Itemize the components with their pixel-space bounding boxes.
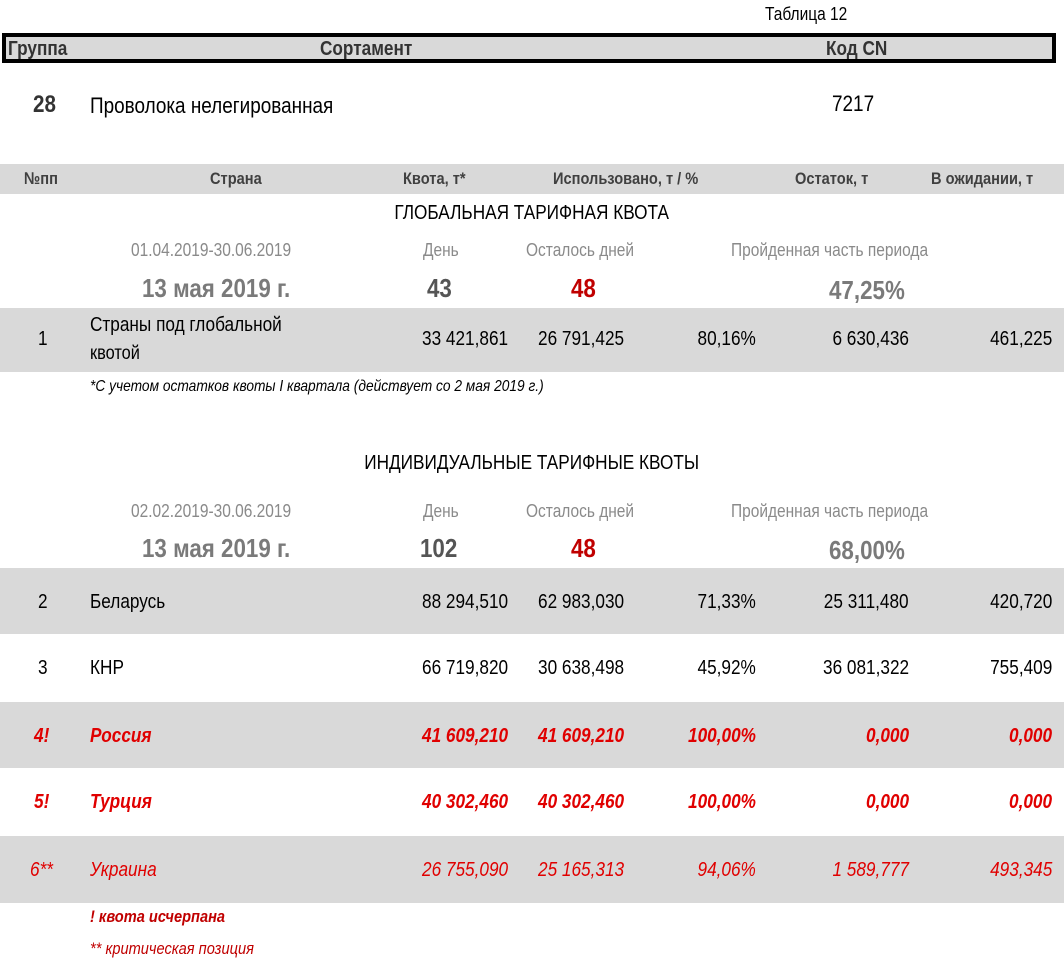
header-code: Код CN [826,38,888,60]
row-country: КНР [90,657,124,679]
row-used-pct: 80,16% [697,328,756,350]
row-used: 30 638,498 [537,657,624,679]
row-remaining: 25 311,480 [824,591,909,613]
col-remaining: Остаток, т [795,169,869,188]
row-pending: 493,345 [989,859,1052,881]
table-row [0,702,1064,768]
individual-day: 102 [420,533,458,563]
row-remaining: 6 630,436 [832,328,909,350]
global-day: 43 [427,273,452,303]
row-quota: 41 609,210 [421,725,508,747]
row-country: Беларусь [90,591,166,613]
row-num: 1 [38,328,48,350]
global-date: 13 мая 2019 г. [142,273,291,303]
group-number: 28 [33,91,56,118]
col-quota: Квота, т* [403,169,466,188]
column-header-row [0,164,1064,194]
row-used-pct: 71,33% [697,591,756,613]
header-assortment: Сортамент [320,38,413,60]
individual-elapsed: 68,00% [829,535,905,565]
table-row [0,308,1064,372]
row-pending: 0,000 [1008,725,1052,747]
individual-day-label: День [423,501,459,521]
global-footnote: *С учетом остатков квоты I квартала (действует со 2 мая 2019 г.) [90,378,544,395]
row-used-pct: 45,92% [697,657,756,679]
col-country: Страна [210,169,262,188]
row-remaining: 0,000 [865,725,909,747]
row-used: 41 609,210 [537,725,624,747]
global-elapsed: 47,25% [829,275,905,305]
global-section-title: ГЛОБАЛЬНАЯ ТАРИФНАЯ КВОТА [394,202,670,224]
col-pending: В ожидании, т [931,169,1034,188]
col-used: Использовано, т / % [553,169,699,188]
row-quota: 66 719,820 [421,657,508,679]
table-row [0,568,1064,634]
table-number: Таблица 12 [765,4,848,24]
individual-days-left: 48 [571,533,596,563]
row-used: 62 983,030 [537,591,624,613]
row-used: 40 302,460 [537,791,624,813]
row-remaining: 0,000 [865,791,909,813]
header-group: Группа [8,38,68,60]
row-num: 4! [34,725,50,747]
row-country: Турция [90,791,152,813]
global-days-left-label: Осталось дней [526,240,635,260]
row-pending: 461,225 [989,328,1052,350]
individual-section-title: ИНДИВИДУАЛЬНЫЕ ТАРИФНЫЕ КВОТЫ [364,452,700,474]
row-pending: 420,720 [989,591,1052,613]
row-used-pct: 94,06% [697,859,756,881]
row-quota: 88 294,510 [421,591,508,613]
row-quota: 33 421,861 [421,328,508,350]
row-quota: 40 302,460 [421,791,508,813]
row-used: 25 165,313 [537,859,624,881]
group-name: Проволока нелегированная [90,93,334,118]
row-country: Украина [90,859,157,881]
row-num: 6** [30,859,53,881]
row-country: Россия [90,725,152,747]
row-num: 5! [34,791,50,813]
header-bar [2,33,1056,63]
individual-period: 02.02.2019-30.06.2019 [131,501,292,521]
table-row [0,836,1064,903]
group-code: 7217 [832,91,875,116]
row-used-pct: 100,00% [688,725,756,747]
legend-exhausted: ! квота исчерпана [90,907,226,926]
global-period: 01.04.2019-30.06.2019 [131,240,292,260]
row-quota: 26 755,090 [421,859,508,881]
col-num: №пп [24,169,58,188]
row-used-pct: 100,00% [688,791,756,813]
row-remaining: 1 589,777 [832,859,909,881]
row-country-cont: квотой [90,343,140,364]
individual-date: 13 мая 2019 г. [142,533,291,563]
individual-elapsed-label: Пройденная часть периода [731,501,929,521]
row-pending: 755,409 [989,657,1052,679]
row-pending: 0,000 [1008,791,1052,813]
individual-days-left-label: Осталось дней [526,501,635,521]
row-remaining: 36 081,322 [822,657,909,679]
global-days-left: 48 [571,273,596,303]
global-elapsed-label: Пройденная часть периода [731,240,929,260]
legend-critical: ** критическая позиция [90,939,254,958]
row-num: 3 [38,657,48,679]
global-day-label: День [423,240,459,260]
row-num: 2 [38,591,48,613]
row-country: Страны под глобальной [90,314,282,336]
table-row [0,634,1064,702]
row-used: 26 791,425 [537,328,624,350]
table-row [0,768,1064,836]
